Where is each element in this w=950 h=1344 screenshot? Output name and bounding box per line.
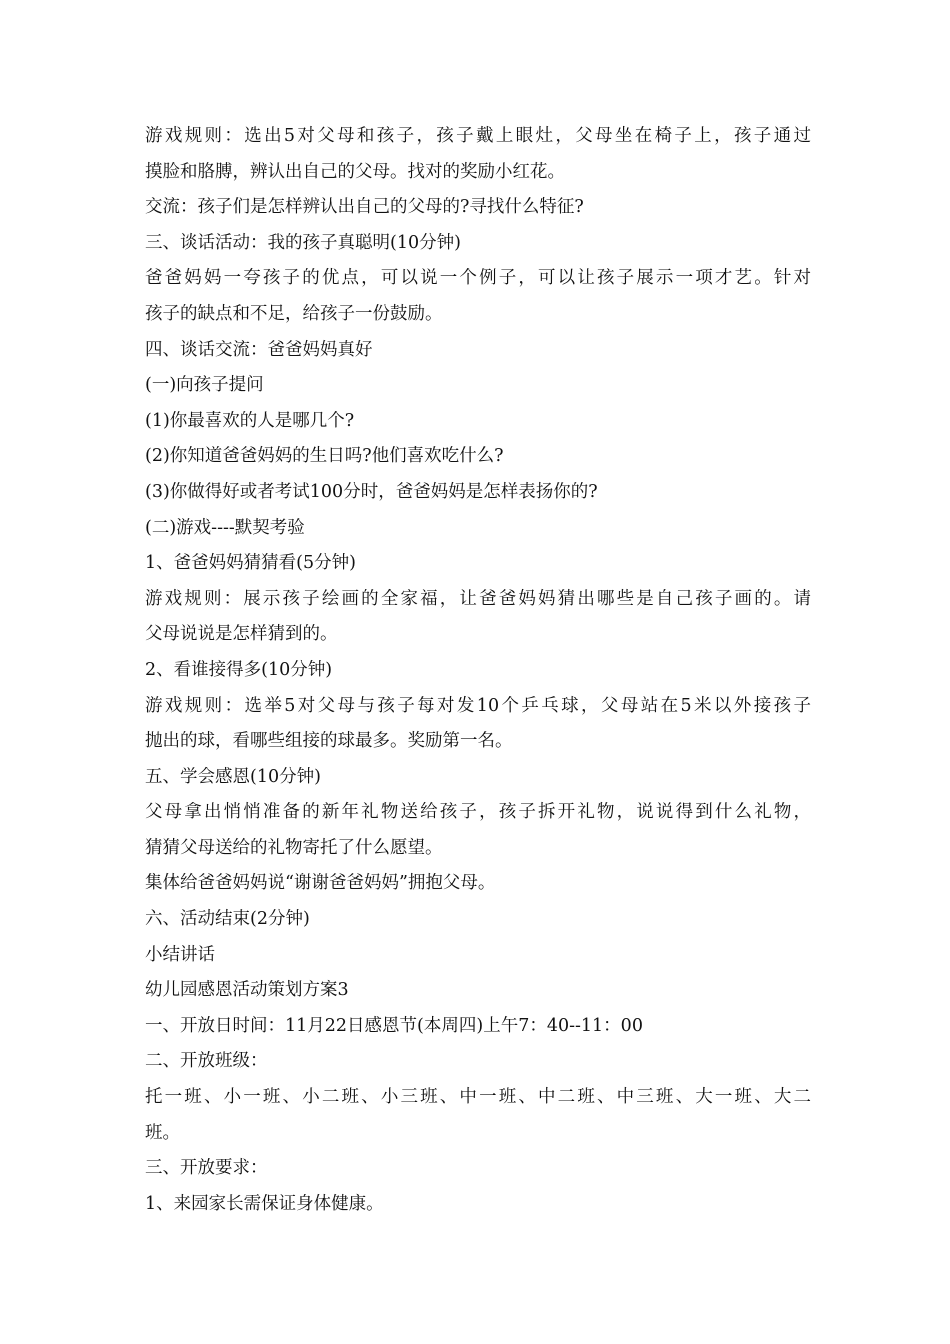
text-line-24: 小结讲话: [145, 944, 215, 965]
text-line-22: 集体给爸爸妈妈说“谢谢爸爸妈妈”拥抱父母。: [145, 873, 496, 894]
text-line-2: 摸脸和胳膊，辨认出自己的父母。找对的奖励小红花。: [145, 161, 565, 182]
subsection-heading-2: (二)游戏----默契考验: [145, 517, 305, 538]
question-3: (3)你做得好或者考试100分时，爸爸妈妈是怎样表扬你的?: [145, 481, 598, 502]
text-line-28: 托一班、小一班、小二班、小三班、中一班、中二班、中三班、大一班、大二: [145, 1087, 811, 1108]
document-body: [145, 119, 811, 1222]
text-line-15: 父母说说是怎样猜到的。: [145, 624, 338, 645]
text-line-20: 父母拿出悄悄准备的新年礼物送给孩子，孩子拆开礼物，说说得到什么礼物，: [145, 802, 811, 823]
text-line-18: 抛出的球，看哪些组接的球最多。奖励第一名。: [145, 731, 513, 752]
section-heading-6: 六、活动结束(2分钟): [145, 909, 310, 930]
text-line-27: 二、开放班级：: [145, 1051, 268, 1072]
text-line-5: 爸爸妈妈一夸孩子的优点，可以说一个例子，可以让孩子展示一项才艺。针对: [145, 268, 811, 289]
text-line-17: 游戏规则：选举5对父母与孩子每对发10个乒乓球，父母站在5米以外接孩子: [145, 695, 811, 716]
game-heading-2: 2、看谁接得多(10分钟): [145, 659, 333, 680]
text-line-21: 猜猜父母送给的礼物寄托了什么愿望。: [145, 837, 443, 858]
section-heading-4: 四、谈话交流：爸爸妈妈真好: [145, 339, 373, 360]
text-line-6: 孩子的缺点和不足，给孩子一份鼓励。: [145, 303, 443, 324]
text-line-31: 1、来园家长需保证身体健康。: [145, 1193, 384, 1214]
text-line-1: 游戏规则：选出5对父母和孩子，孩子戴上眼灶，父母坐在椅子上，孩子通过: [145, 126, 811, 146]
text-line-30: 三、开放要求：: [145, 1158, 268, 1179]
text-line-14: 游戏规则：展示孩子绘画的全家福，让爸爸妈妈猜出哪些是自己孩子画的。请: [145, 588, 811, 609]
text-line-3: 交流：孩子们是怎样辨认出自己的父母的?寻找什么特征?: [145, 197, 584, 218]
text-line-26: 一、开放日时间：11月22日感恩节(本周四)上午7：40--11：00: [145, 1015, 643, 1036]
question-2: (2)你知道爸爸妈妈的生日吗?他们喜欢吃什么?: [145, 446, 504, 467]
plan-title-3: 幼儿园感恩活动策划方案3: [145, 980, 349, 1001]
text-line-29: 班。: [145, 1122, 180, 1143]
section-heading-3: 三、谈话活动：我的孩子真聪明(10分钟): [145, 232, 461, 253]
question-1: (1)你最喜欢的人是哪几个?: [145, 410, 355, 431]
subsection-heading-1: (一)向孩子提问: [145, 375, 264, 396]
section-heading-5: 五、学会感恩(10分钟): [145, 766, 321, 787]
game-heading-1: 1、爸爸妈妈猜猜看(5分钟): [145, 553, 356, 574]
